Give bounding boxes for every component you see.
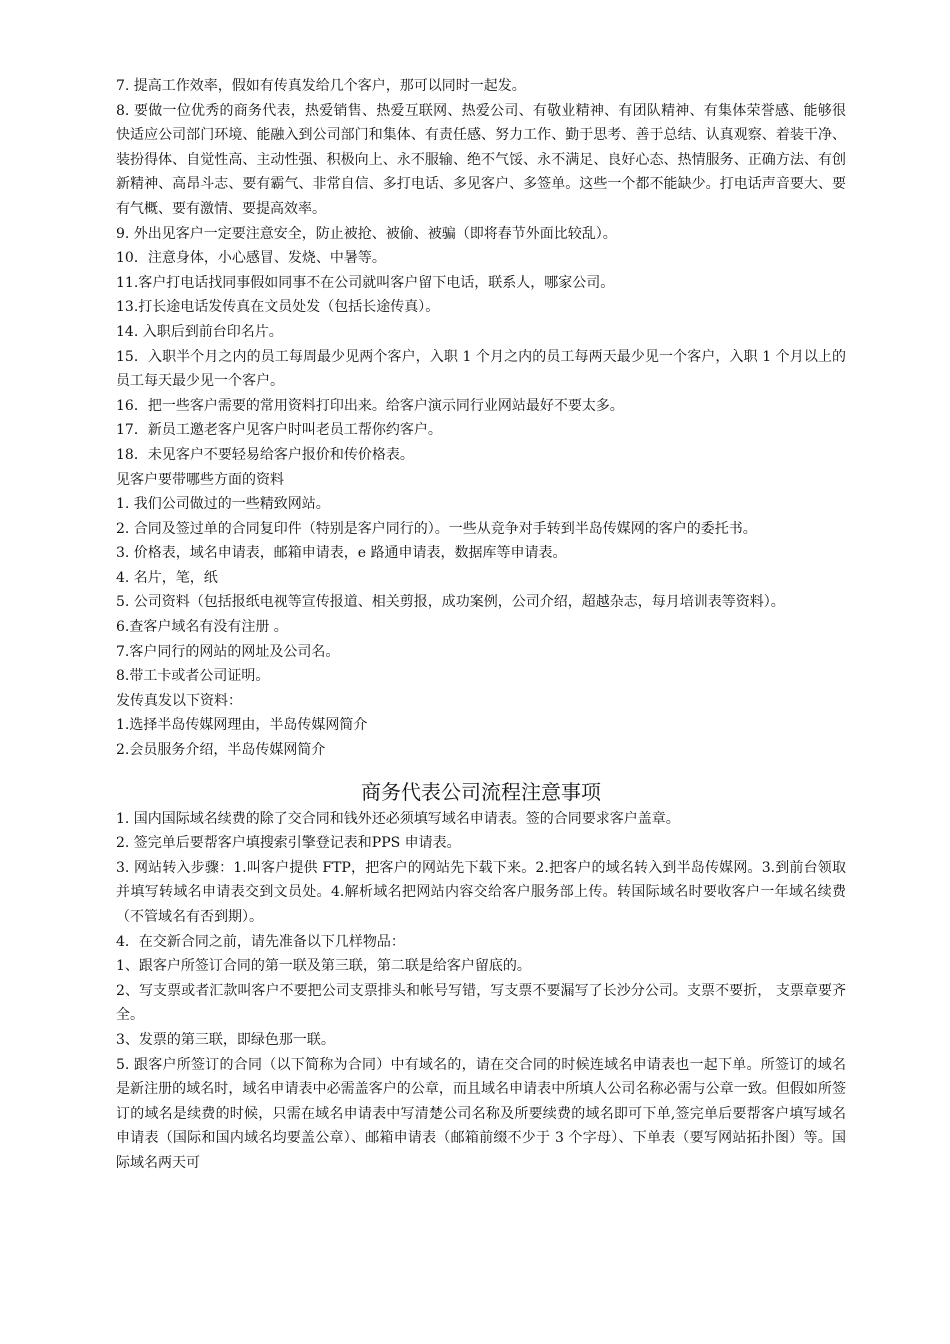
process-subitem-2: 2、写支票或者汇款叫客户不要把公司支票排头和帐号写错，写支票不要漏写了长沙分公司。支票不要折， 支票章要齐全。 [116, 982, 846, 1024]
materials-item-7: 7.客户同行的网站的网址及公司名。 [116, 643, 340, 660]
paragraph-item-11: 11.客户打电话找同事假如同事不在公司就叫客户留下电话，联系人，哪家公司。 [116, 274, 615, 291]
process-item-3: 3. 网站转入步骤：1.叫客户提供 FTP，把客户的网站先下载下来。2.把客户的域名转入到半岛传媒网。3.到前台领取并填写转域名申请表交到文员处。4.解析域名把网站内容交给客户服务部上传。转国际域名时要收客户一年域名续费（不管域名有否到期）。 [116, 859, 846, 925]
paragraph-item-14: 14. 入职后到前台印名片。 [116, 323, 283, 340]
process-subitem-1: 1、跟客户所签订合同的第一联及第三联，第二联是给客户留底的。 [116, 958, 531, 975]
materials-item-8: 8.带工卡或者公司证明。 [116, 668, 270, 685]
paragraph-item-9: 9. 外出见客户一定要注意安全，防止被抢、被偷、被骗（即将春节外面比较乱）。 [116, 225, 617, 242]
paragraph-item-10: 10．注意身体，小心感冒、发烧、中暑等。 [116, 250, 386, 267]
section-title: 商务代表公司流程注意事项 [361, 779, 601, 804]
process-item-1: 1. 国内国际域名续费的除了交合同和钱外还必须填写域名申请表。签的合同要求客户盖章。 [116, 810, 680, 827]
materials-item-5: 5. 公司资料（包括报纸电视等宣传报道、相关剪报，成功案例，公司介绍，超越杂志，每月培训表等资料）。 [116, 594, 785, 611]
paragraph-item-13: 13.打长途电话发传真在文员处发（包括长途传真）。 [116, 299, 440, 316]
materials-heading: 见客户要带哪些方面的资料 [116, 471, 284, 488]
process-item-4: 4．在交新合同之前，请先准备以下几样物品： [116, 933, 405, 950]
paragraph-item-8: 8. 要做一位优秀的商务代表，热爱销售、热爱互联网、热爱公司、有敬业精神、有团队精神、有集体荣誉感、能够很快适应公司部门环境、能融入到公司部门和集体、有责任感、努力工作、勤于思考、善于总结、认真观察、着装干净、装扮得体、自觉性高、主动性强、积极向上、永不服输、绝不气馁、永不满足、良好心态、热情服务、正确方法、有创新精神、高昂斗志、要有霸气、非常自信、多打电话、多见客户、多签单。这些一个都不能缺少。打电话声音要大、要有气概、要有激情、要提高效率。 [116, 102, 846, 217]
materials-item-1: 1. 我们公司做过的一些精致网站。 [116, 496, 330, 513]
section-one [116, 74, 846, 763]
paragraph-item-18: 18．未见客户不要轻易给客户报价和传价格表。 [116, 446, 414, 463]
materials-item-3: 3. 价格表，域名申请表，邮箱申请表，e 路通申请表，数据库等申请表。 [116, 545, 567, 562]
materials-item-2: 2. 合同及签过单的合同复印件（特别是客户同行的）。一些从竞争对手转到半岛传媒网的客户的委托书。 [116, 520, 757, 537]
document-body [116, 74, 846, 1176]
process-subitem-3: 3、发票的第三联，即绿色那一联。 [116, 1031, 335, 1048]
fax-item-1: 1.选择半岛传媒网理由，半岛传媒网简介 [116, 717, 368, 734]
paragraph-item-15: 15．入职半个月之内的员工每周最少见两个客户，入职 1 个月之内的员工每两天最少见一个客户，入职 1 个月以上的员工每天最少见一个客户。 [116, 348, 846, 390]
materials-item-6: 6.查客户域名有没有注册 。 [116, 619, 288, 636]
fax-item-2: 2.会员服务介绍，半岛传媒网简介 [116, 742, 326, 759]
fax-heading: 发传真发以下资料： [116, 692, 242, 709]
materials-item-4: 4. 名片，笔，纸 [116, 569, 218, 586]
process-item-5: 5. 跟客户所签订的合同（以下简称为合同）中有域名的，请在交合同的时候连域名申请表也一起下单。所签订的域名是新注册的域名时，域名申请表中必需盖客户的公章，而且域名申请表中所填人公司名称必需与公章一致。但假如所签订的域名是续费的时候，只需在域名申请表中写清楚公司名称及所要续费的域名即可下单,签完单后要帮客户填写域名申请表（国际和国内域名均要盖公章）、邮箱申请表（邮箱前缀不少于 3 个字母）、下单表（要写网站拓扑图）等。国际域名两天可 [116, 1056, 846, 1171]
process-item-2: 2. 签完单后要帮客户填搜索引擎登记表和PPS 申请表。 [116, 835, 461, 852]
section-two [116, 807, 846, 1176]
paragraph-item-17: 17．新员工邀老客户见客户时叫老员工帮你约客户。 [116, 422, 442, 439]
paragraph-item-16: 16．把一些客户需要的常用资料打印出来。给客户演示同行业网站最好不要太多。 [116, 397, 624, 414]
paragraph-item-7: 7. 提高工作效率，假如有传真发给几个客户，那可以同时一起发。 [116, 78, 526, 94]
